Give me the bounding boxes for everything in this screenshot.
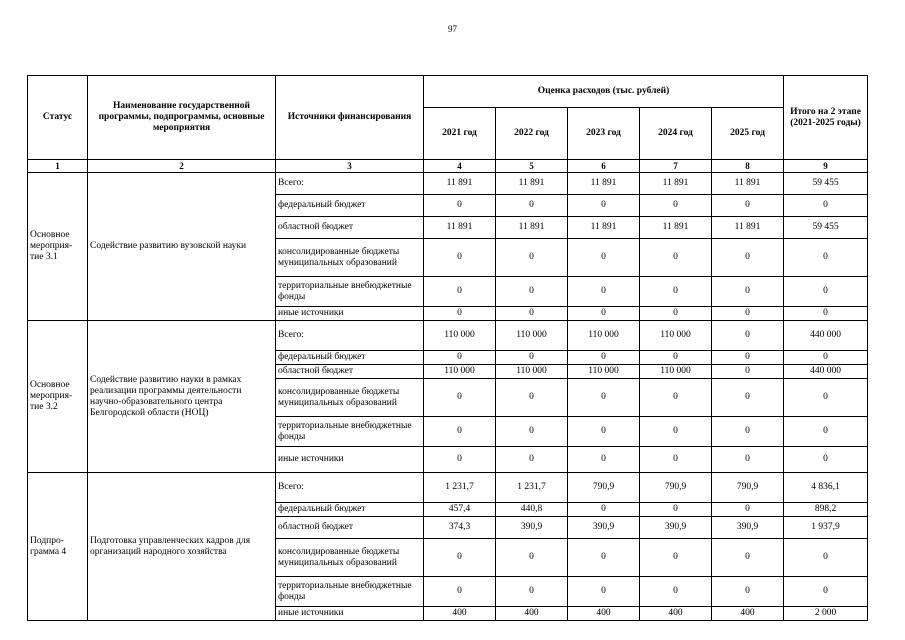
total-value: 2 000	[784, 607, 868, 621]
header-year: 2022 год	[496, 108, 568, 160]
year-value: 0	[712, 195, 784, 217]
header-name: Наименование государственной программы, подпрограммы, основные мероприятия	[88, 76, 276, 160]
funding-source: территориальные внебюджетные фонды	[276, 277, 424, 307]
year-value: 110 000	[568, 365, 640, 379]
funding-source: территориальные внебюджетные фонды	[276, 577, 424, 607]
year-value: 0	[640, 351, 712, 365]
header-year: 2025 год	[712, 108, 784, 160]
page-number: 97	[448, 24, 457, 34]
year-value: 0	[640, 417, 712, 447]
funding-source: Всего:	[276, 173, 424, 195]
year-value: 0	[496, 195, 568, 217]
year-value: 11 891	[568, 173, 640, 195]
funding-source: областной бюджет	[276, 517, 424, 539]
year-value: 0	[712, 239, 784, 277]
row-status: Основное мероприя-тие 3.1	[28, 173, 88, 321]
funding-source: консолидированные бюджеты муниципальных образований	[276, 239, 424, 277]
row-activity-name: Подготовка управленческих кадров для организаций народного хозяйства	[88, 473, 276, 621]
column-index: 1	[28, 160, 88, 173]
year-value: 400	[496, 607, 568, 621]
total-value: 440 000	[784, 321, 868, 351]
funding-source: консолидированные бюджеты муниципальных образований	[276, 379, 424, 417]
table-row	[28, 321, 868, 351]
year-value: 110 000	[496, 321, 568, 351]
total-value: 440 000	[784, 365, 868, 379]
year-value: 0	[496, 379, 568, 417]
year-value: 110 000	[568, 321, 640, 351]
year-value: 0	[568, 277, 640, 307]
year-value: 0	[496, 447, 568, 473]
year-value: 11 891	[424, 173, 496, 195]
column-index: 8	[712, 160, 784, 173]
funding-source: иные источники	[276, 307, 424, 321]
year-value: 0	[496, 239, 568, 277]
year-value: 0	[712, 277, 784, 307]
column-index: 6	[568, 160, 640, 173]
year-value: 0	[568, 417, 640, 447]
row-status: Основное мероприя-тие 3.2	[28, 321, 88, 473]
total-value: 0	[784, 577, 868, 607]
column-index: 5	[496, 160, 568, 173]
total-value: 4 836,1	[784, 473, 868, 503]
year-value: 0	[640, 277, 712, 307]
year-value: 110 000	[640, 365, 712, 379]
year-value: 0	[712, 417, 784, 447]
year-value: 440,8	[496, 503, 568, 517]
expenses-table	[27, 75, 868, 621]
funding-source: территориальные внебюджетные фонды	[276, 417, 424, 447]
funding-source: федеральный бюджет	[276, 195, 424, 217]
year-value: 11 891	[496, 173, 568, 195]
year-value: 0	[712, 307, 784, 321]
header-status: Статус	[28, 76, 88, 160]
year-value: 400	[568, 607, 640, 621]
year-value: 0	[424, 351, 496, 365]
header-total: Итого на 2 этапе (2021-2025 годы)	[784, 76, 868, 160]
year-value: 110 000	[496, 365, 568, 379]
row-status: Подпро-грамма 4	[28, 473, 88, 621]
year-value: 400	[640, 607, 712, 621]
header-estimate: Оценка расходов (тыс. рублей)	[424, 76, 784, 108]
header-year: 2024 год	[640, 108, 712, 160]
year-value: 0	[640, 539, 712, 577]
year-value: 11 891	[496, 217, 568, 239]
funding-source: Всего:	[276, 473, 424, 503]
funding-source: иные источники	[276, 607, 424, 621]
year-value: 790,9	[568, 473, 640, 503]
year-value: 1 231,7	[496, 473, 568, 503]
year-value: 390,9	[496, 517, 568, 539]
year-value: 0	[496, 307, 568, 321]
total-value: 0	[784, 539, 868, 577]
year-value: 110 000	[424, 365, 496, 379]
year-value: 0	[568, 195, 640, 217]
funding-source: областной бюджет	[276, 365, 424, 379]
total-value: 0	[784, 239, 868, 277]
total-value: 0	[784, 417, 868, 447]
year-value: 11 891	[568, 217, 640, 239]
year-value: 0	[568, 379, 640, 417]
year-value: 0	[640, 195, 712, 217]
year-value: 0	[424, 539, 496, 577]
year-value: 0	[712, 365, 784, 379]
year-value: 457,4	[424, 503, 496, 517]
header-sources: Источники финансирования	[276, 76, 424, 160]
year-value: 0	[496, 577, 568, 607]
year-value: 11 891	[712, 217, 784, 239]
year-value: 790,9	[640, 473, 712, 503]
year-value: 0	[424, 417, 496, 447]
year-value: 400	[424, 607, 496, 621]
year-value: 0	[640, 307, 712, 321]
year-value: 0	[712, 503, 784, 517]
row-activity-name: Содействие развитию науки в рамках реализации программы деятельности научно-образовательного центра Белгородской области (НОЦ)	[88, 321, 276, 473]
column-index: 7	[640, 160, 712, 173]
column-index: 2	[88, 160, 276, 173]
year-value: 0	[496, 417, 568, 447]
table-body	[28, 173, 868, 621]
year-value: 0	[424, 195, 496, 217]
total-value: 59 455	[784, 217, 868, 239]
year-value: 0	[568, 351, 640, 365]
year-value: 0	[640, 577, 712, 607]
total-value: 0	[784, 379, 868, 417]
year-value: 0	[712, 321, 784, 351]
year-value: 374,3	[424, 517, 496, 539]
total-value: 0	[784, 195, 868, 217]
total-value: 59 455	[784, 173, 868, 195]
year-value: 0	[568, 307, 640, 321]
funding-source: областной бюджет	[276, 217, 424, 239]
funding-source: Всего:	[276, 321, 424, 351]
year-value: 0	[712, 379, 784, 417]
year-value: 0	[424, 307, 496, 321]
year-value: 0	[496, 539, 568, 577]
year-value: 0	[712, 351, 784, 365]
table-row	[28, 173, 868, 195]
year-value: 110 000	[640, 321, 712, 351]
year-value: 0	[712, 447, 784, 473]
table-row	[28, 473, 868, 503]
year-value: 790,9	[712, 473, 784, 503]
year-value: 0	[496, 277, 568, 307]
year-value: 0	[640, 239, 712, 277]
year-value: 0	[496, 351, 568, 365]
year-value: 110 000	[424, 321, 496, 351]
funding-source: федеральный бюджет	[276, 503, 424, 517]
column-index: 9	[784, 160, 868, 173]
funding-source: иные источники	[276, 447, 424, 473]
year-value: 0	[568, 577, 640, 607]
total-value: 0	[784, 447, 868, 473]
year-value: 390,9	[640, 517, 712, 539]
total-value: 898,2	[784, 503, 868, 517]
total-value: 0	[784, 307, 868, 321]
year-value: 0	[568, 447, 640, 473]
year-value: 0	[568, 503, 640, 517]
year-value: 0	[640, 379, 712, 417]
year-value: 11 891	[640, 217, 712, 239]
year-value: 0	[640, 447, 712, 473]
year-value: 0	[712, 539, 784, 577]
year-value: 390,9	[712, 517, 784, 539]
year-value: 11 891	[640, 173, 712, 195]
year-value: 11 891	[424, 217, 496, 239]
header-year: 2023 год	[568, 108, 640, 160]
column-index: 3	[276, 160, 424, 173]
year-value: 0	[424, 239, 496, 277]
year-value: 0	[424, 447, 496, 473]
year-value: 0	[640, 503, 712, 517]
year-value: 0	[424, 277, 496, 307]
year-value: 0	[568, 239, 640, 277]
row-activity-name: Содействие развитию вузовской науки	[88, 173, 276, 321]
year-value: 400	[712, 607, 784, 621]
total-value: 0	[784, 277, 868, 307]
total-value: 1 937,9	[784, 517, 868, 539]
year-value: 0	[424, 577, 496, 607]
year-value: 0	[568, 539, 640, 577]
year-value: 1 231,7	[424, 473, 496, 503]
year-value: 0	[712, 577, 784, 607]
funding-source: консолидированные бюджеты муниципальных образований	[276, 539, 424, 577]
header-year: 2021 год	[424, 108, 496, 160]
year-value: 11 891	[712, 173, 784, 195]
funding-source: федеральный бюджет	[276, 351, 424, 365]
year-value: 0	[424, 379, 496, 417]
column-index: 4	[424, 160, 496, 173]
total-value: 0	[784, 351, 868, 365]
year-value: 390,9	[568, 517, 640, 539]
